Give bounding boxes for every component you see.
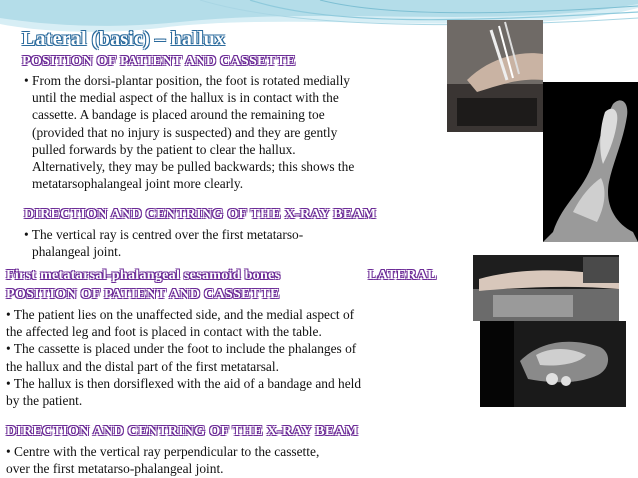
text-line: • The patient lies on the unaffected side, and the medial aspect of: [6, 307, 355, 322]
section3-heading-right: LATERAL: [368, 268, 437, 283]
section2-heading: DIRECTION AND CENTRING OF THE X-RAY BEAM: [24, 207, 377, 222]
text-line: metatarsophalangeal joint more clearly.: [32, 176, 244, 192]
section1-heading: POSITION OF PATIENT AND CASSETTE: [22, 54, 296, 69]
section4-heading: DIRECTION AND CENTRING OF THE X-RAY BEAM: [6, 424, 359, 439]
text-line: • The vertical ray is centred over the first metatarso-: [24, 227, 304, 242]
text-line: (provided that no injury is suspected) and they are gently: [32, 124, 338, 140]
section3-body: [6, 306, 466, 409]
text-line: cassette. A bandage is placed around the remaining toe: [32, 107, 325, 123]
text-line: phalangeal joint.: [32, 244, 122, 260]
text-line: • Centre with the vertical ray perpendicular to the cassette,: [6, 444, 320, 459]
foot-positioning-photo-1: [447, 20, 543, 132]
text-line: the hallux and the distal part of the first metatarsal.: [6, 358, 279, 374]
text-line: by the patient.: [6, 393, 83, 409]
text-line: Alternatively, they may be pulled backwards; this shows the: [32, 159, 355, 175]
section1-body: [24, 72, 444, 192]
text-line: • From the dorsi-plantar position, the foot is rotated medially: [24, 73, 351, 88]
foot-positioning-photo-2: [473, 255, 619, 321]
slide-title: Lateral (basic) – hallux: [22, 28, 226, 50]
section3-heading2: POSITION OF PATIENT AND CASSETTE: [6, 287, 280, 302]
text-line: until the medial aspect of the hallux is in contact with the: [32, 90, 339, 106]
text-line: over the first metatarso-phalangeal joint.: [6, 461, 224, 477]
text-line: the affected leg and foot is placed in contact with the table.: [6, 324, 322, 340]
text-line: pulled forwards by the patient to clear the hallux.: [32, 141, 296, 157]
text-line: • The hallux is then dorsiflexed with the aid of a bandage and held: [6, 375, 362, 391]
section2-body: [24, 226, 444, 260]
section4-body: [6, 443, 466, 477]
sesamoid-xray-2: [480, 321, 626, 407]
section3-heading-left: First metatarsal-phalangeal sesamoid bones: [6, 268, 281, 283]
hallux-lateral-xray-1: [543, 82, 638, 242]
text-line: • The cassette is placed under the foot to include the phalanges of: [6, 341, 357, 357]
